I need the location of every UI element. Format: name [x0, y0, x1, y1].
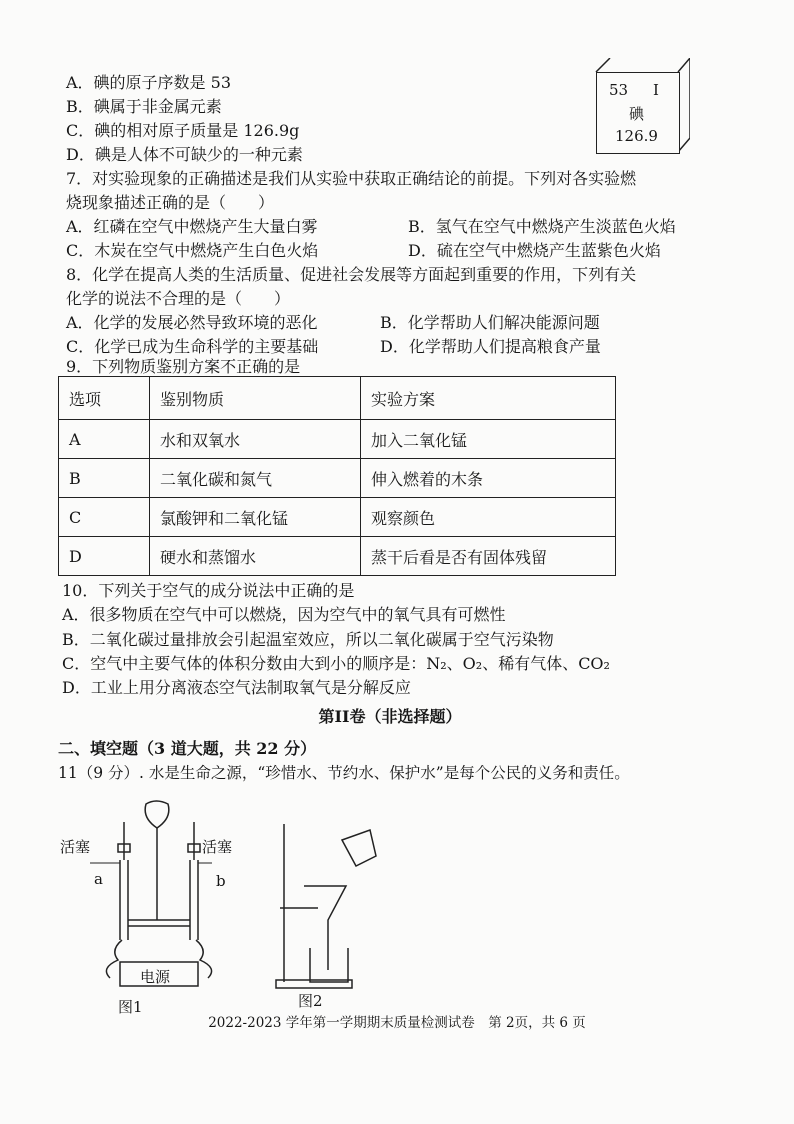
iodine-element-card	[596, 72, 680, 154]
q6-option-c: C．碘的相对原子质量是 126.9g	[66, 121, 300, 140]
q11-stem: 11（9 分）. 水是生命之源，“珍惜水、节约水、保护水”是每个公民的义务和责任。	[58, 764, 630, 782]
cell-substances: 硬水和蒸馏水	[150, 537, 361, 576]
stopcock-left-label: 活塞	[60, 838, 91, 856]
tube-b-label: b	[216, 872, 226, 890]
q10-option-d: D．工业上用分离液态空气法制取氧气是分解反应	[62, 678, 411, 697]
element-symbol: I	[653, 81, 659, 99]
q6-option-d: D．碘是人体不可缺少的一种元素	[66, 145, 303, 164]
cell-substances: 二氧化碳和氮气	[150, 459, 361, 498]
table-header-row	[59, 377, 616, 420]
atomic-mass: 126.9	[615, 127, 658, 145]
q8-stem-2: 化学的说法不合理的是（ ）	[66, 289, 291, 308]
cell-substances: 水和双氧水	[150, 420, 361, 459]
cell-method: 蒸干后看是否有固体残留	[361, 537, 616, 576]
q9-table	[58, 376, 616, 576]
q6-option-a: A．碘的原子序数是 53	[66, 73, 232, 92]
figure2-caption: 图2	[298, 992, 323, 1010]
q9-stem: 9．下列物质鉴别方案不正确的是	[66, 357, 301, 376]
part2-title: 第II卷（非选择题）	[318, 707, 462, 726]
q7-option-d: D．硫在空气中燃烧产生蓝紫色火焰	[408, 241, 661, 260]
q7-option-c: C．木炭在空气中燃烧产生白色火焰	[66, 241, 319, 260]
cell-option: A	[59, 420, 150, 459]
cell-option: D	[59, 537, 150, 576]
q8-stem-1: 8．化学在提高人类的生活质量、促进社会发展等方面起到重要的作用，下列有关	[66, 265, 637, 284]
cell-method: 观察颜色	[361, 498, 616, 537]
element-name: 碘	[629, 105, 645, 123]
cell-method: 伸入燃着的木条	[361, 459, 616, 498]
q7-stem-1: 7．对实验现象的正确描述是我们从实验中获取正确结论的前提。下列对各实验燃	[66, 169, 637, 188]
header-option: 选项	[59, 377, 150, 420]
stopcock-right-label: 活塞	[202, 838, 233, 856]
figure1-caption: 图1	[118, 998, 143, 1016]
q10-option-c: C．空气中主要气体的体积分数由大到小的顺序是：N₂、O₂、稀有气体、CO₂	[62, 654, 610, 673]
table-row	[59, 459, 616, 498]
cell-substances: 氯酸钾和二氧化锰	[150, 498, 361, 537]
table-row	[59, 537, 616, 576]
atomic-number: 53	[609, 81, 629, 99]
cell-method: 加入二氧化锰	[361, 420, 616, 459]
q6-option-b: B．碘属于非金属元素	[66, 97, 222, 116]
tube-a-label: a	[94, 870, 103, 888]
table-row	[59, 498, 616, 537]
q7-option-b: B．氢气在空气中燃烧产生淡蓝色火焰	[408, 217, 676, 236]
q10-stem: 10．下列关于空气的成分说法中正确的是	[62, 581, 355, 600]
q7-stem-2: 烧现象描述正确的是（ ）	[66, 193, 275, 212]
q7-option-a: A．红磷在空气中燃烧产生大量白雾	[66, 217, 318, 236]
q10-option-a: A．很多物质在空气中可以燃烧，因为空气中的氧气具有可燃性	[62, 605, 506, 624]
cell-option: B	[59, 459, 150, 498]
section-title: 二、填空题（3 道大题，共 22 分）	[58, 739, 317, 758]
header-method: 实验方案	[361, 377, 616, 420]
header-substances: 鉴别物质	[150, 377, 361, 420]
page-footer: 2022-2023 学年第一学期期末质量检测试卷 第 2页，共 6 页	[208, 1015, 586, 1031]
figure1-electrolysis-apparatus	[90, 800, 240, 990]
q8-option-b: B．化学帮助人们解决能源问题	[380, 313, 600, 332]
q8-option-d: D．化学帮助人们提高粮食产量	[380, 337, 601, 356]
table-row	[59, 420, 616, 459]
power-supply-label: 电源	[140, 968, 171, 986]
figure2-filtration-apparatus	[272, 820, 382, 990]
q8-option-c: C．化学已成为生命科学的主要基础	[66, 337, 319, 356]
cell-option: C	[59, 498, 150, 537]
q10-option-b: B．二氧化碳过量排放会引起温室效应，所以二氧化碳属于空气污染物	[62, 630, 554, 649]
q8-option-a: A．化学的发展必然导致环境的恶化	[66, 313, 318, 332]
